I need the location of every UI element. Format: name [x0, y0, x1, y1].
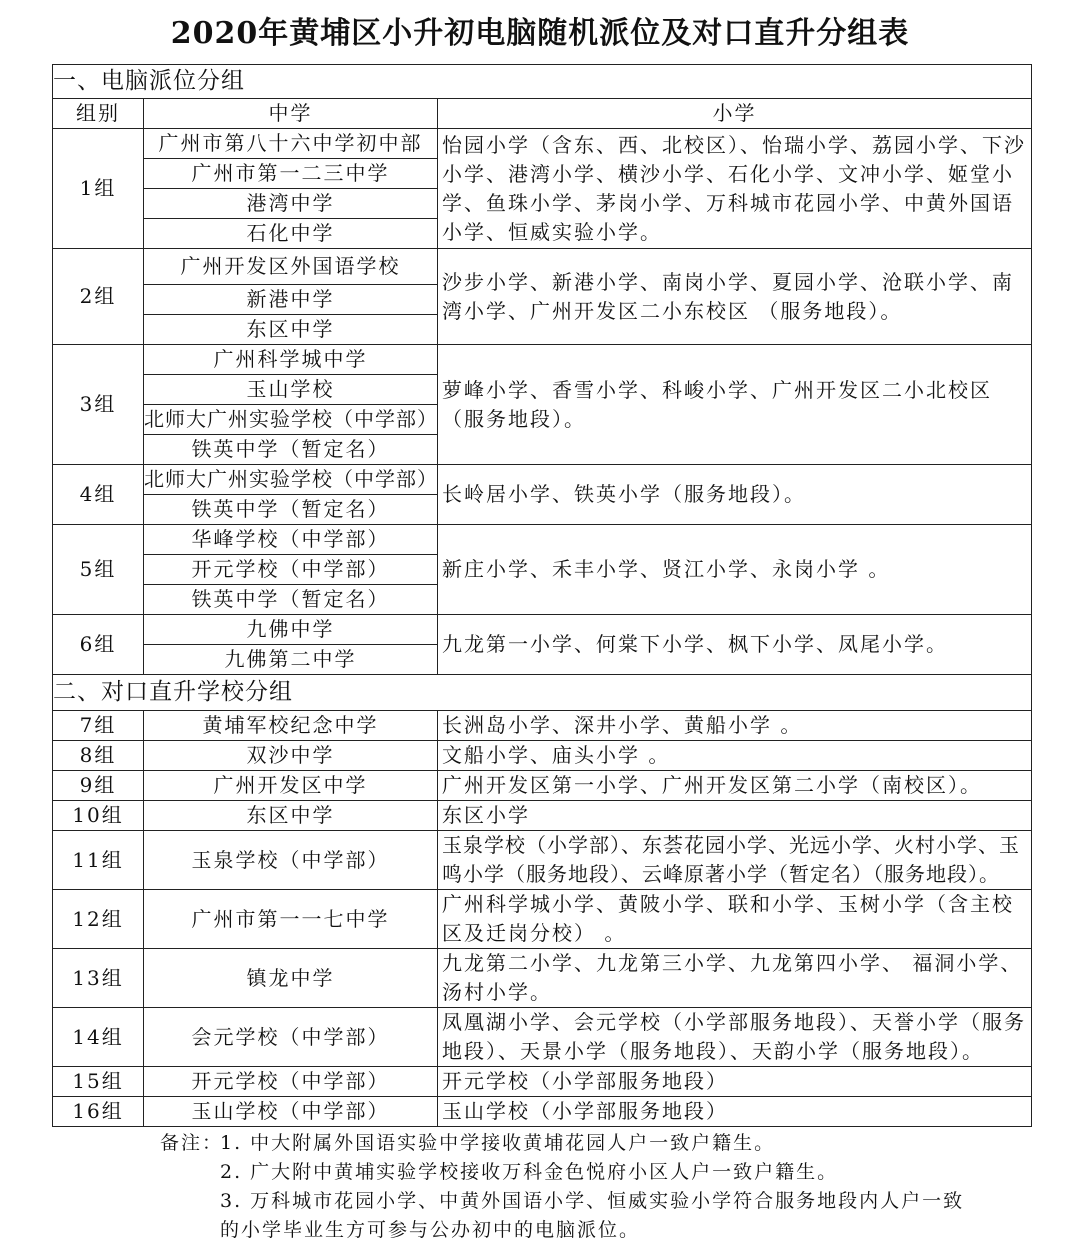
- middle-school: 开元学校（中学部）: [144, 1067, 438, 1097]
- middle-school: 会元学校（中学部）: [144, 1008, 438, 1067]
- middle-school: 双沙中学: [144, 741, 438, 771]
- note-text: 2. 广大附中黄埔实验学校接收万科金色悦府小区人户一致户籍生。: [220, 1161, 839, 1183]
- note-text: 1. 中大附属外国语实验中学接收黄埔花园人户一致户籍生。: [220, 1132, 776, 1154]
- group-label: 3组: [53, 345, 144, 465]
- group-label: 11组: [53, 831, 144, 890]
- middle-school: 东区中学: [144, 801, 438, 831]
- note-line: [160, 1129, 964, 1158]
- primary-schools: 长洲岛小学、深井小学、黄船小学 。: [438, 711, 1032, 741]
- middle-school: 广州开发区中学: [144, 771, 438, 801]
- group-label: 12组: [53, 890, 144, 949]
- group-label: 10组: [53, 801, 144, 831]
- middle-school: 黄埔军校纪念中学: [144, 711, 438, 741]
- middle-school: 九佛第二中学: [144, 645, 438, 675]
- group-label: 14组: [53, 1008, 144, 1067]
- note-text: 的小学毕业生方可参与公办初中的电脑派位。: [220, 1219, 641, 1241]
- section-heading: 一、电脑派位分组: [53, 65, 1032, 99]
- note-line: [160, 1216, 964, 1245]
- middle-school: 铁英中学（暂定名）: [144, 585, 438, 615]
- group-label: 4组: [53, 465, 144, 525]
- middle-school: 广州开发区外国语学校: [144, 249, 438, 285]
- group-label: 7组: [53, 711, 144, 741]
- group-label: 16组: [53, 1097, 144, 1127]
- middle-school: 广州市第一一七中学: [144, 890, 438, 949]
- group-label: 9组: [53, 771, 144, 801]
- middle-school: 铁英中学（暂定名）: [144, 435, 438, 465]
- group-label: 5组: [53, 525, 144, 615]
- group-label: 6组: [53, 615, 144, 675]
- primary-schools: 新庄小学、禾丰小学、贤江小学、永岗小学 。: [438, 525, 1032, 615]
- middle-school: 北师大广州实验学校（中学部）: [144, 405, 438, 435]
- middle-school: 镇龙中学: [144, 949, 438, 1008]
- note-line: [160, 1158, 964, 1187]
- middle-school: 北师大广州实验学校（中学部）: [144, 465, 438, 495]
- column-header-group: 组别: [53, 99, 144, 129]
- middle-school: 开元学校（中学部）: [144, 555, 438, 585]
- middle-school: 广州市第一二三中学: [144, 159, 438, 189]
- group-label: 1组: [53, 129, 144, 249]
- group-label: 8组: [53, 741, 144, 771]
- middle-school: 玉泉学校（中学部）: [144, 831, 438, 890]
- note-line: [160, 1187, 964, 1216]
- primary-schools: 文船小学、庙头小学 。: [438, 741, 1032, 771]
- primary-schools: 长岭居小学、铁英小学（服务地段）。: [438, 465, 1032, 525]
- middle-school: 九佛中学: [144, 615, 438, 645]
- middle-school: 华峰学校（中学部）: [144, 525, 438, 555]
- middle-school: 石化中学: [144, 219, 438, 249]
- primary-schools: 广州科学城小学、黄陂小学、联和小学、玉树小学（含主校区及迁岗分校） 。: [438, 890, 1032, 949]
- middle-school: 新港中学: [144, 285, 438, 315]
- notes-label: 备注：: [160, 1132, 224, 1154]
- middle-school: 广州科学城中学: [144, 345, 438, 375]
- page-title: 2020年黄埔区小升初电脑随机派位及对口直升分组表: [170, 16, 910, 51]
- middle-school: 玉山学校（中学部）: [144, 1097, 438, 1127]
- group-label: 13组: [53, 949, 144, 1008]
- group-label: 15组: [53, 1067, 144, 1097]
- primary-schools: 沙步小学、新港小学、南岗小学、夏园小学、沧联小学、南湾小学、广州开发区二小东校区 （服务地段）。: [438, 249, 1032, 345]
- primary-schools: 开元学校（小学部服务地段）: [438, 1067, 1032, 1097]
- middle-school: 广州市第八十六中学初中部: [144, 129, 438, 159]
- primary-schools: 东区小学: [438, 801, 1032, 831]
- column-header-primary: 小学: [438, 99, 1032, 129]
- primary-schools: 凤凰湖小学、会元学校（小学部服务地段）、天誉小学（服务地段）、天景小学（服务地段）、天韵小学（服务地段）。: [438, 1008, 1032, 1067]
- note-text: 3. 万科城市花园小学、中黄外国语小学、恒威实验小学符合服务地段内人户一致: [220, 1190, 965, 1212]
- middle-school: 铁英中学（暂定名）: [144, 495, 438, 525]
- primary-schools: 广州开发区第一小学、广州开发区第二小学（南校区）。: [438, 771, 1032, 801]
- primary-schools: 九龙第二小学、九龙第三小学、九龙第四小学、 福洞小学、汤村小学。: [438, 949, 1032, 1008]
- grouping-table: [52, 64, 1032, 1127]
- primary-schools: 怡园小学（含东、西、北校区）、怡瑞小学、荔园小学、下沙小学、港湾小学、横沙小学、石化小学、文冲小学、姬堂小学、鱼珠小学、茅岗小学、万科城市花园小学、中黄外国语小学、恒威实验小学。: [438, 129, 1032, 249]
- primary-schools: 九龙第一小学、何棠下小学、枫下小学、凤尾小学。: [438, 615, 1032, 675]
- primary-schools: 萝峰小学、香雪小学、科峻小学、广州开发区二小北校区（服务地段）。: [438, 345, 1032, 465]
- notes: [160, 1129, 964, 1245]
- middle-school: 港湾中学: [144, 189, 438, 219]
- section-heading: 二、对口直升学校分组: [53, 675, 1032, 711]
- primary-schools: 玉泉学校（小学部）、东荟花园小学、光远小学、火村小学、玉鸣小学（服务地段）、云峰原著小学（暂定名）（服务地段）。: [438, 831, 1032, 890]
- primary-schools: 玉山学校（小学部服务地段）: [438, 1097, 1032, 1127]
- middle-school: 东区中学: [144, 315, 438, 345]
- column-header-middle: 中学: [144, 99, 438, 129]
- middle-school: 玉山学校: [144, 375, 438, 405]
- group-label: 2组: [53, 249, 144, 345]
